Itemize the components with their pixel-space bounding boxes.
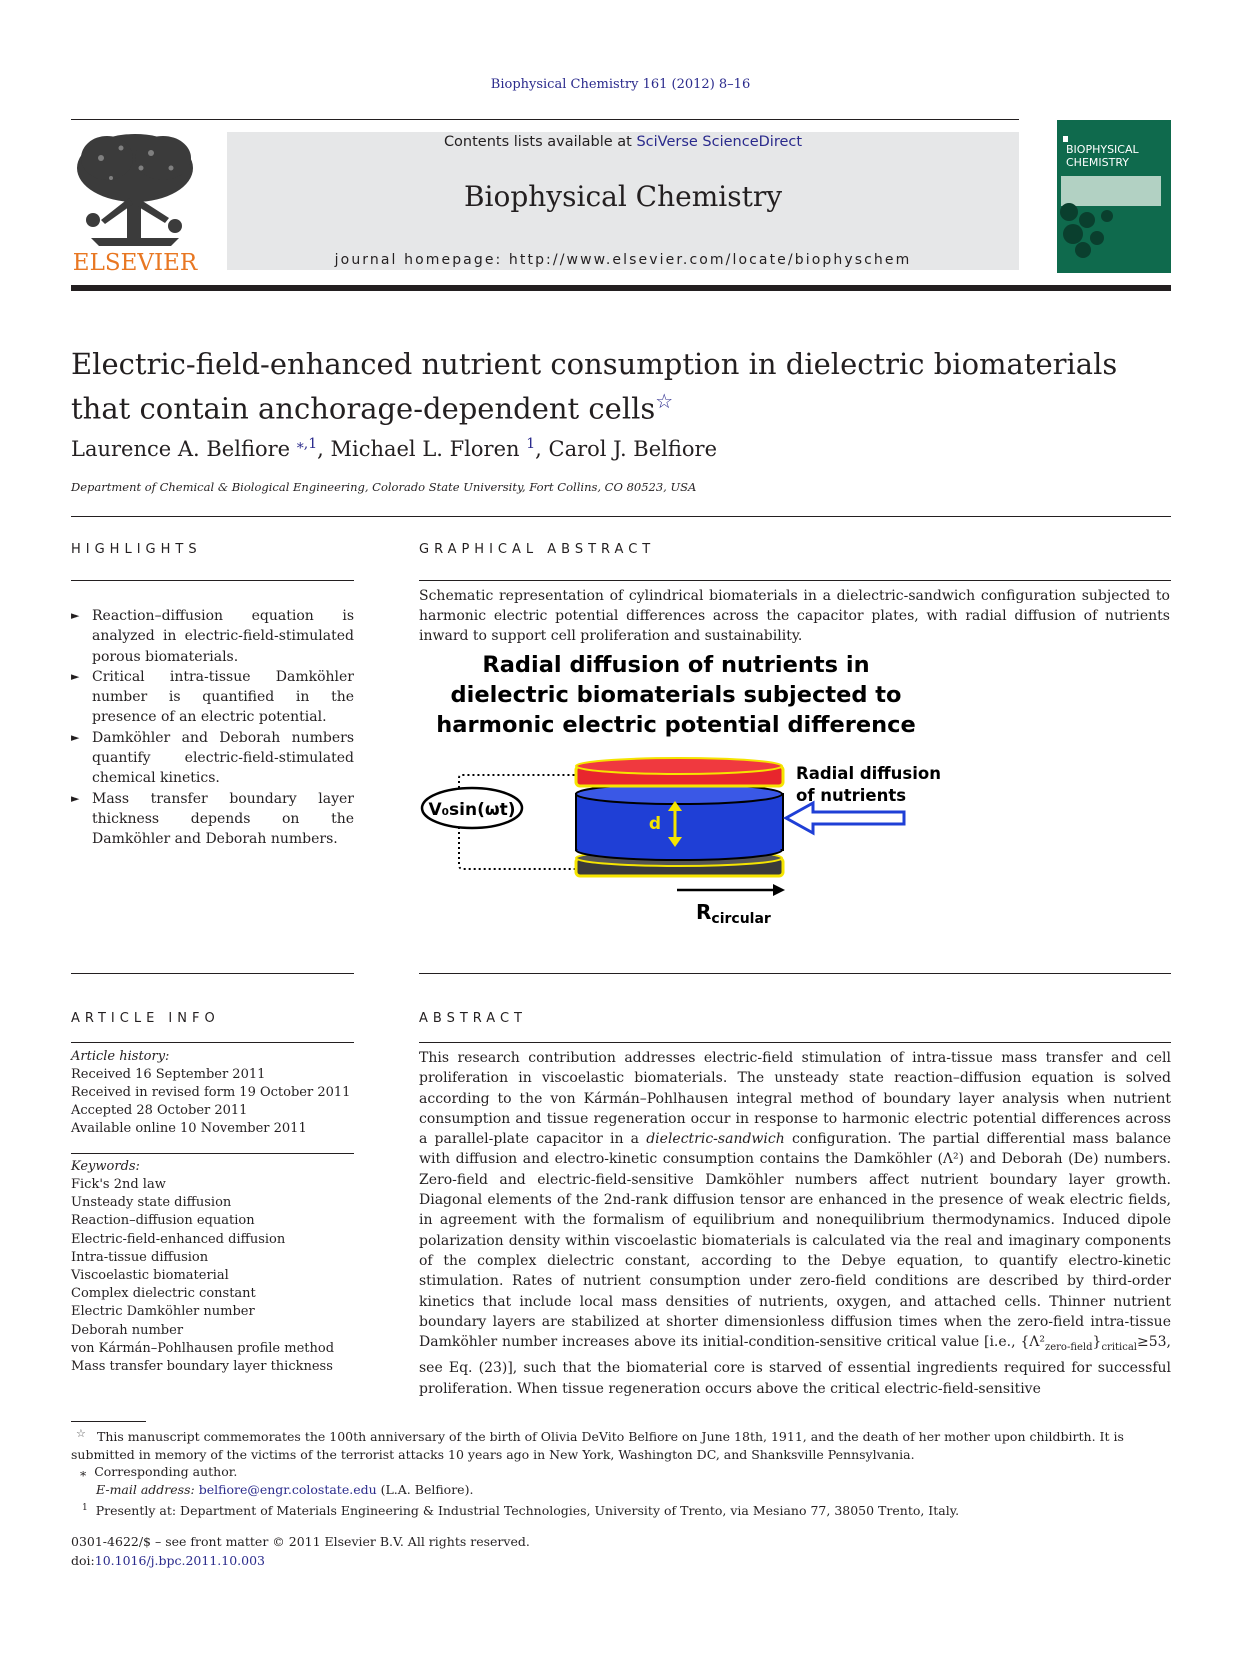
author-name[interactable]: Carol J. Belfiore xyxy=(548,437,717,461)
journal-cover-thumbnail[interactable] xyxy=(1057,120,1171,273)
radial-diffusion-label: Radial diffusion xyxy=(796,764,941,783)
abstract-heading: ABSTRACT xyxy=(419,1011,527,1026)
history-received: Received 16 September 2011 xyxy=(71,1067,266,1082)
abstract-rule xyxy=(419,1042,1171,1043)
keyword-item: Unsteady state diffusion xyxy=(71,1195,232,1211)
bullet-arrow-icon: ► xyxy=(71,791,80,805)
elsevier-wordmark: ELSEVIER xyxy=(72,250,198,274)
affiliation-mark: 1 xyxy=(82,1503,88,1513)
keyword-item: Reaction–diffusion equation xyxy=(71,1213,255,1229)
figure-title-line: Radial diffusion of nutrients in xyxy=(482,652,870,678)
corresponding-footnote xyxy=(80,1463,237,1481)
highlight-item xyxy=(71,728,354,789)
article-info-top-rule xyxy=(71,973,354,974)
dedication-text: This manuscript commemorates the 100th anniversary of the birth of Olivia DeVito Belfiore on June 18th, 1911, and the death of her mother upon childbirth. It is submitted in memory of the victims of the terrorist attacks 10 years ago in New York, Washington DC, and Shanksville Pennsylvania. xyxy=(71,1429,1124,1462)
author-separator: , xyxy=(317,437,331,461)
bullet-arrow-icon: ► xyxy=(71,609,80,622)
sciencedirect-link[interactable]: SciVerse ScienceDirect xyxy=(636,134,803,150)
radius-label xyxy=(696,900,771,927)
radial-diffusion-label: of nutrients xyxy=(796,786,907,805)
history-accepted: Accepted 28 October 2011 xyxy=(71,1103,248,1118)
abstract-subscript: zero-field xyxy=(1044,1341,1093,1353)
history-online: Available online 10 November 2011 xyxy=(71,1121,307,1136)
journal-title: Biophysical Chemistry xyxy=(463,180,783,213)
journal-citation[interactable]: Biophysical Chemistry 161 (2012) 8–16 xyxy=(490,77,751,92)
title-footnote-mark[interactable]: ☆ xyxy=(655,389,674,413)
highlight-text: Critical intra-tissue Damköhler number is quantified in the presence of an electric potential. xyxy=(92,668,354,726)
elsevier-tree-icon xyxy=(71,128,199,274)
keyword-item: Viscoelastic biomaterial xyxy=(71,1268,229,1284)
contents-prefix: Contents lists available at xyxy=(443,134,637,150)
article-title xyxy=(71,346,1181,428)
footnote-rule xyxy=(71,1421,146,1422)
highlights-rule xyxy=(71,580,354,581)
doi-prefix: doi: xyxy=(71,1553,95,1568)
email-footnote xyxy=(96,1481,473,1499)
graphical-abstract-heading: GRAPHICAL ABSTRACT xyxy=(419,542,656,557)
article-info-rule xyxy=(71,1042,354,1043)
abstract-text: configuration. The partial differential mass balance with diffusion and electro-kinetic consumption contains the Damköhler (Λ²) and Deborah (De) numbers. Zero-field and electric-field-sensitive Damköhler numbers affect nutrient boundary layer growth. Diagonal elements of the 2nd-rank diffusion tensor are enhanced in the presence of weak electric fields, in agreement with the formalism of equilibrium and nonequilibrium thermodynamics. Induced dipole polarization density within viscoelastic biomaterials is calculated via the real and imaginary components of the complex dielectric constant, according to the Debye equation, to quantify electro-kinetic stimulation. Rates of nutrient consumption under zero-field conditions are described by third-order kinetics that include local mass densities of nutrients, oxygen, and attached cells. Thinner nutrient boundary layers are stabilized at shorter dimensionless diffusion times when the zero-field intra-tissue Damköhler number increases above its initial-condition-sensitive critical value [i.e., {Λ² xyxy=(419,1131,1171,1351)
elsevier-logo[interactable] xyxy=(71,128,199,274)
abstract-text: ≥53, see Eq. (23)], such that the biomaterial core is starved of essential ingredients required for successful proliferation. When tissue regeneration occurs above the critical electric-field-sensitive xyxy=(419,1334,1171,1397)
author-affiliation: Department of Chemical & Biological Engineering, Colorado State University, Fort Collins, CO 80523, USA xyxy=(71,480,697,494)
abstract-italic-term: dielectric-sandwich xyxy=(646,1131,785,1148)
author-name[interactable]: Michael L. Floren xyxy=(330,437,520,461)
author-separator: , xyxy=(535,437,549,461)
graphical-abstract-rule xyxy=(419,580,1171,581)
radius-label-sub: circular xyxy=(711,911,771,927)
cover-art-icon xyxy=(1057,120,1171,273)
email-link[interactable]: belfiore@engr.colostate.edu xyxy=(198,1482,377,1497)
author-name[interactable]: Laurence A. Belfiore xyxy=(71,437,291,461)
doi-link[interactable]: 10.1016/j.bpc.2011.10.003 xyxy=(94,1553,266,1568)
voltage-label: V₀sin(ωt) xyxy=(428,800,516,820)
dedication-footnote xyxy=(71,1428,1171,1464)
radial-diffusion-arrow-icon xyxy=(786,803,904,833)
email-owner: (L.A. Belfiore). xyxy=(376,1482,474,1497)
radius-arrow-head xyxy=(773,884,785,896)
keywords-list xyxy=(71,1176,334,1376)
keyword-item: Electric-field-enhanced diffusion xyxy=(71,1231,286,1247)
affiliation-footnote xyxy=(82,1499,959,1520)
journal-homepage-link[interactable]: journal homepage: http://www.elsevier.com/locate/biophyschem xyxy=(334,252,912,268)
highlight-item xyxy=(71,789,354,850)
keyword-item: von Kármán–Pohlhausen profile method xyxy=(71,1340,335,1356)
radius-label-main: R xyxy=(696,900,712,924)
abstract-text: } xyxy=(1092,1334,1102,1351)
thickness-label: d xyxy=(648,814,662,834)
doi-line xyxy=(71,1553,265,1568)
cover-title-line2: CHEMISTRY xyxy=(1066,156,1129,169)
corresponding-mark: ⁎ xyxy=(80,1464,87,1479)
article-info-heading: ARTICLE INFO xyxy=(71,1011,220,1026)
keywords-rule xyxy=(71,1153,354,1154)
affiliation-note-text: Presently at: Department of Materials Engineering & Industrial Technologies, University of Trento, via Mesiano 77, 38050 Trento, Italy. xyxy=(95,1503,960,1519)
star-footnote-mark: ☆ xyxy=(76,1427,86,1440)
keyword-item: Intra-tissue diffusion xyxy=(71,1249,209,1265)
keyword-item: Complex dielectric constant xyxy=(71,1286,256,1302)
header-thick-rule xyxy=(71,285,1171,291)
front-matter-line: 0301-4622/$ – see front matter © 2011 Elsevier B.V. All rights reserved. xyxy=(71,1534,530,1549)
highlight-item xyxy=(71,667,354,728)
figure-title-line: dielectric biomaterials subjected to xyxy=(450,682,902,708)
highlight-text: Reaction–diffusion equation is analyzed in electric-field-stimulated porous biomaterials. xyxy=(92,608,354,665)
abstract-top-rule xyxy=(419,973,1171,974)
cover-title-line1: BIOPHYSICAL xyxy=(1066,143,1139,156)
graphical-abstract-figure[interactable] xyxy=(419,645,959,935)
section-rule xyxy=(71,516,1171,517)
author-list xyxy=(71,436,1171,461)
highlight-text: Mass transfer boundary layer thickness depends on the Damköhler and Deborah numbers. xyxy=(92,790,354,848)
header-top-rule xyxy=(71,119,1019,120)
corresponding-text: Corresponding author. xyxy=(94,1464,238,1479)
keywords-label: Keywords: xyxy=(71,1159,140,1174)
highlight-text: Damköhler and Deborah numbers quantify electric-field-stimulated chemical kinetics. xyxy=(92,729,354,787)
keyword-item: Mass transfer boundary layer thickness xyxy=(71,1359,333,1375)
bullet-arrow-icon: ► xyxy=(71,669,80,683)
author-affiliation-mark[interactable]: ⁎,1 xyxy=(296,436,318,452)
figure-title-line: harmonic electric potential difference xyxy=(436,712,916,738)
contents-availability xyxy=(227,134,1019,150)
dielectric-sandwich-diagram xyxy=(419,645,959,935)
keyword-item: Electric Damköhler number xyxy=(71,1304,255,1320)
author-affiliation-mark[interactable]: 1 xyxy=(526,436,536,452)
highlight-item xyxy=(71,606,354,667)
abstract-body xyxy=(419,1048,1171,1399)
highlights-list xyxy=(71,606,354,850)
graphical-abstract-caption: Schematic representation of cylindrical biomaterials in a dielectric-sandwich configuration subjected to harmonic electric potential differences across the capacitor plates, with radial diffusion of nutrients inward to support cell proliferation and sustainability. xyxy=(419,588,1170,644)
email-label: E-mail address: xyxy=(96,1482,199,1497)
article-title-text: Electric-field-enhanced nutrient consumption in dielectric biomaterials that contain anchorage-dependent cells xyxy=(71,347,1118,426)
keyword-item: Deborah number xyxy=(71,1322,184,1338)
abstract-subscript: critical xyxy=(1101,1341,1137,1353)
bullet-arrow-icon: ► xyxy=(71,730,80,744)
keyword-item: Fick's 2nd law xyxy=(71,1177,166,1192)
history-revised: Received in revised form 19 October 2011 xyxy=(71,1085,351,1100)
abstract-text: This research contribution addresses electric-field stimulation of intra-tissue mass transfer and cell proliferation in viscoelastic biomaterials. The unsteady state reaction–diffusion equation is solved according to the von Kármán–Pohlhausen integral method of boundary layer analysis when nutrient consumption and tissue regeneration occur in response to harmonic electric potential differences across a parallel-plate capacitor in a xyxy=(419,1050,1171,1148)
top-plate-top xyxy=(576,758,782,774)
highlights-heading: HIGHLIGHTS xyxy=(71,542,202,557)
article-history-label: Article history: xyxy=(71,1049,170,1064)
